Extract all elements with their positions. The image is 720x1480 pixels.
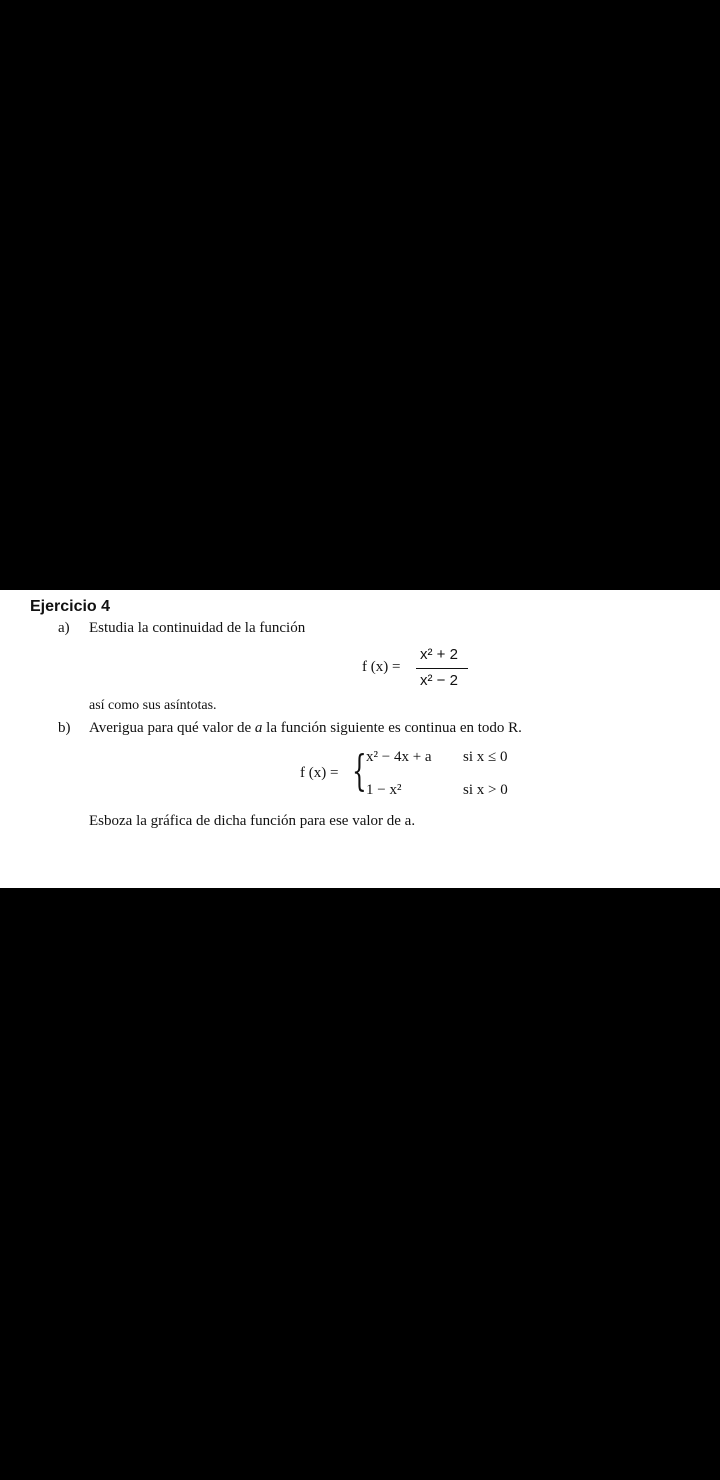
part-b-label: b) — [58, 720, 71, 736]
part-a-numerator: x² + 2 — [420, 646, 458, 663]
exercise-document — [0, 590, 720, 888]
part-b-var: a — [254, 720, 263, 736]
part-b-lhs: f (x) = — [300, 765, 339, 781]
part-b-after: Esboza la gráfica de dicha función para ese valor de a. — [89, 813, 416, 829]
case1-expression: x² − 4x + a — [366, 749, 432, 765]
part-a-lhs: f (x) = — [362, 659, 401, 675]
part-b-text — [89, 720, 522, 737]
part-b-text-before: Averigua para qué valor de — [89, 720, 255, 736]
piecewise-brace: { — [352, 746, 367, 795]
case2-expression: 1 − x² — [366, 782, 402, 798]
part-a-text: Estudia la continuidad de la función — [89, 620, 306, 636]
part-b-text-after: la función siguiente es continua en todo R. — [262, 720, 522, 736]
exercise-title: Ejercicio 4 — [30, 598, 111, 615]
fraction-bar — [416, 668, 468, 669]
part-a-after: así como sus asíntotas. — [89, 698, 217, 713]
case1-condition: si x ≤ 0 — [463, 749, 508, 765]
part-a-denominator: x² − 2 — [420, 672, 458, 689]
part-a-label: a) — [58, 620, 70, 636]
case2-condition: si x > 0 — [463, 782, 508, 798]
